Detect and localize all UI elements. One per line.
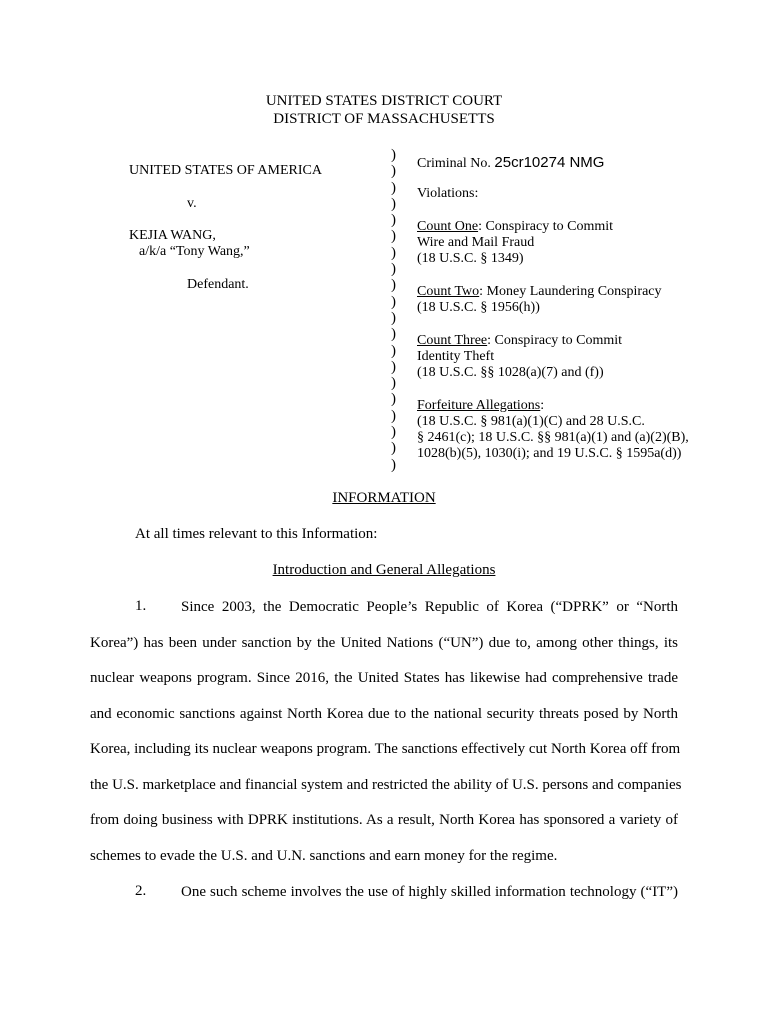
paren: ) (391, 407, 396, 424)
forfeiture-line4: 1028(b)(5), 1030(i); and 19 U.S.C. § 1595a(d)) (417, 446, 682, 461)
paren: ) (391, 212, 396, 229)
count-two-statute: (18 U.S.C. § 1956(h)) (417, 300, 540, 315)
defendant-aka: a/k/a “Tony Wang,” (139, 244, 250, 259)
forfeiture-allegations (417, 398, 689, 462)
paren: ) (391, 391, 396, 408)
count-one-line2: Wire and Mail Fraud (417, 235, 535, 250)
paragraph-line: Since 2003, the Democratic People’s Republic of Korea (“DPRK” or “North (181, 599, 678, 615)
document-title: INFORMATION (332, 490, 436, 506)
court-name: UNITED STATES DISTRICT COURT (265, 93, 503, 109)
intro-line: At all times relevant to this Information: (135, 526, 378, 542)
paren: ) (391, 456, 396, 473)
forfeiture-line2: (18 U.S.C. § 981(a)(1)(C) and 28 U.S.C. (417, 414, 645, 429)
paragraph-line: and economic sanctions against North Korea due to the national security threats posed by North (90, 706, 678, 722)
paragraph-line: schemes to evade the U.S. and U.N. sanctions and earn money for the regime. (90, 848, 558, 864)
paren: ) (391, 424, 396, 441)
paren: ) (391, 195, 396, 212)
caption-divider (391, 147, 403, 473)
count-two-text: : Money Laundering Conspiracy (479, 284, 662, 299)
paren: ) (391, 147, 396, 163)
plaintiff-name: UNITED STATES OF AMERICA (129, 163, 322, 178)
criminal-no-value: 25cr10274 NMG (494, 154, 605, 171)
paren: ) (391, 309, 396, 326)
count-three-label: Count Three (417, 333, 488, 348)
criminal-no-label: Criminal No. (417, 156, 491, 171)
paren: ) (391, 342, 396, 359)
count-one-text: : Conspiracy to Commit (478, 219, 614, 234)
count-three (417, 333, 622, 381)
forfeiture-label: Forfeiture Allegations (417, 398, 541, 413)
count-three-text: : Conspiracy to Commit (487, 333, 623, 348)
count-three-line2: Identity Theft (417, 349, 495, 364)
paren: ) (391, 440, 396, 457)
paren: ) (391, 261, 396, 278)
forfeiture-line3: § 2461(c); 18 U.S.C. §§ 981(a)(1) and (a)(2)(B), (417, 430, 689, 445)
paren: ) (391, 228, 396, 245)
paren: ) (391, 163, 396, 180)
forfeiture-colon: : (540, 398, 545, 413)
count-one-statute: (18 U.S.C. § 1349) (417, 251, 524, 266)
paren: ) (391, 358, 396, 375)
paren: ) (391, 244, 396, 261)
paren: ) (391, 375, 396, 392)
paren: ) (391, 277, 396, 294)
paren: ) (391, 179, 396, 196)
count-one (417, 219, 613, 267)
court-district: DISTRICT OF MASSACHUSETTS (273, 111, 495, 127)
count-three-statute: (18 U.S.C. §§ 1028(a)(7) and (f)) (417, 365, 604, 380)
count-two-label: Count Two (417, 284, 480, 299)
paragraph-number: 1. (135, 598, 147, 614)
paragraph-line: the U.S. marketplace and financial system and restricted the ability of U.S. persons and companies (90, 777, 682, 793)
count-one-label: Count One (417, 219, 479, 234)
section-heading: Introduction and General Allegations (272, 562, 496, 578)
paragraph-line: One such scheme involves the use of highly skilled information technology (“IT”) (181, 884, 678, 900)
versus: v. (187, 196, 197, 211)
paragraph-line: Korea, including its nuclear weapons program. The sanctions effectively cut North Korea off from (90, 741, 681, 757)
count-two (417, 284, 662, 316)
paragraph-line: Korea”) has been under sanction by the United Nations (“UN”) due to, among other things, its (90, 635, 678, 651)
violations-label: Violations: (417, 186, 479, 201)
paragraph-number: 2. (135, 883, 147, 899)
defendant-label: Defendant. (187, 277, 249, 292)
paren: ) (391, 293, 396, 310)
paragraph-line: nuclear weapons program. Since 2016, the United States has likewise had comprehensive trade (90, 670, 678, 686)
criminal-number (417, 155, 604, 172)
defendant-name: KEJIA WANG, (129, 228, 216, 243)
paren: ) (391, 326, 396, 343)
paragraph-line: from doing business with DPRK institutions. As a result, North Korea has sponsored a variety of (90, 812, 678, 828)
